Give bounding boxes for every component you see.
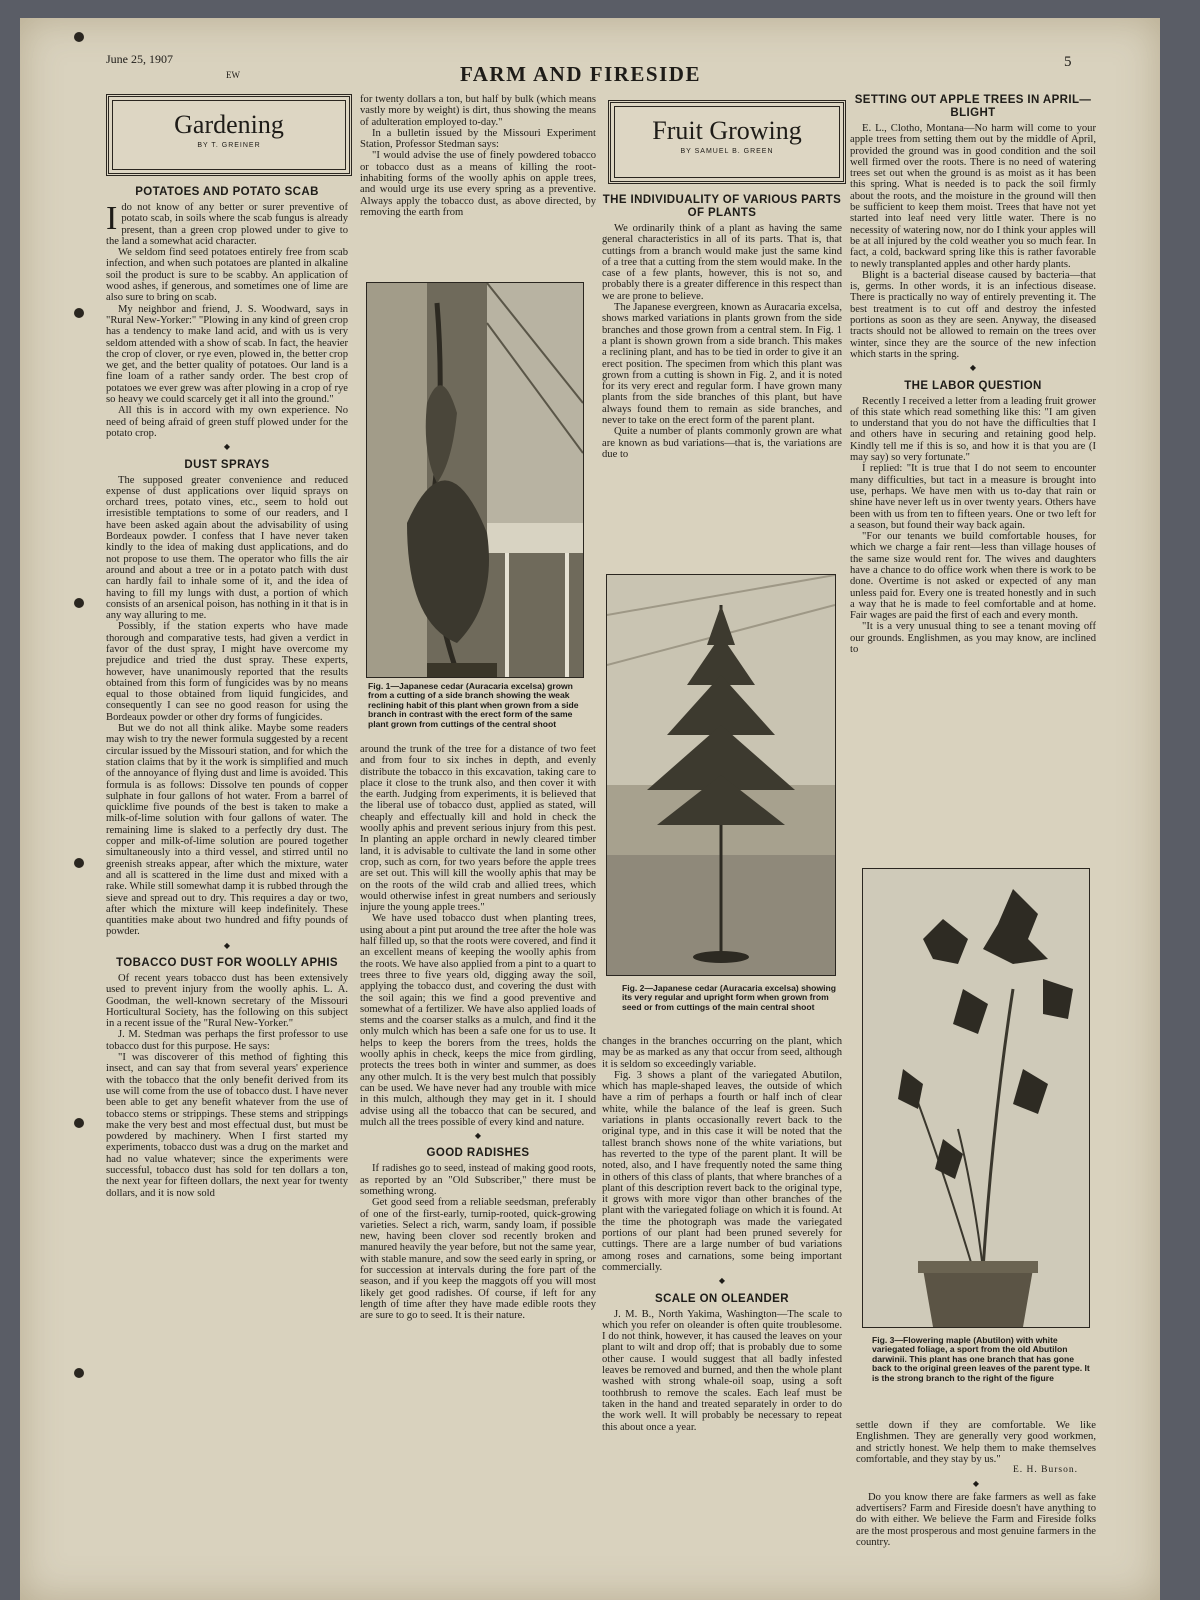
column-1 bbox=[106, 186, 348, 1598]
labor-paragraph: Recently I received a letter from a leading fruit grower of this state which read something like this: "I am given to understand that you do not have the difficulties that I and others have in securing and retaining good help. Kindly tell me if this is so, and how it is that you are (I may say) so very fortunate." bbox=[850, 395, 1096, 464]
section-ornament: ◆ bbox=[223, 442, 231, 452]
good-radishes-heading: GOOD RADISHES bbox=[426, 1147, 530, 1160]
individuality-paragraph: The Japanese evergreen, known as Auracaria excelsa, shows marked variations in plants grown from the side branches and those grown from a central stem. In Fig. 1 a plant is shown grown from a side branch. This makes a reclining plant, and has to be tied in order to give it an erect position. The specimen from which this plant was grown from a cutting is shown in Fig. 2, and it is noted for its very erect and regular form. I have grown many plants from the side branches of this plant, but have always found them to remain as side branches, and never to take on the erect form of the parent plant. bbox=[602, 302, 842, 427]
potatoes-heading: POTATOES AND POTATO SCAB bbox=[135, 186, 319, 198]
edition-mark: EW bbox=[226, 70, 240, 80]
abutilon-plant-illustration bbox=[863, 869, 1089, 1327]
tobacco-dust-heading: TOBACCO DUST FOR WOOLLY APHIS bbox=[116, 957, 338, 969]
oleander-paragraph: J. M. B., North Yakima, Washington—The scale to which you refer on oleander is often quite troublesome. I do not think, however, it has caused the leaves on your plant to wilt and drop off; that is probably due to some other cause. I would suggest that all badly infested leaves be removed and burned, and then the whole plant washed with strong whale-oil soap, using a soft toothbrush to remove the scales. Each leaf must be taken in the hand and treated separately in order to do the work well. It will probably be necessary to repeat this about once a year. bbox=[602, 1308, 842, 1433]
apple-trees-heading: SETTING OUT APPLE TREES IN APRIL—BLIGHT bbox=[854, 94, 1092, 119]
blight-paragraph: Blight is a bacterial disease caused by bacteria—that is, germs. In other words, it is an infectious disease. There is practically no way of entirely preventing it. The best treatment is to cut off and destroy the infested portions as soon as they are seen. Anyway, the diseased tracts should not be allowed to remain on the trees over winter, since they are the source of the new infection which starts in the spring. bbox=[850, 269, 1096, 360]
potatoes-paragraph: Ido not know of any better or surer preventive of potato scab, in soils where the scab fungus is already present, than a green crop plowed under to give to the land a somewhat acid character. bbox=[106, 200, 348, 247]
gardening-byline: BY T. GREINER bbox=[197, 142, 261, 149]
bud-variation-paragraph: changes in the branches occurring on the plant, which may be as marked as any that occur from seed, although it is seldom so exceedingly variable. bbox=[602, 1036, 842, 1070]
column-2-top bbox=[360, 94, 596, 282]
column-4-bottom bbox=[856, 1420, 1096, 1600]
fruit-growing-header-box bbox=[608, 100, 846, 184]
fruit-growing-byline: BY SAMUEL B. GREEN bbox=[680, 148, 774, 155]
radish-paragraph: If radishes go to seed, instead of making good roots, as reported by an "Old Subscriber," there must be something wrong. bbox=[360, 1163, 596, 1197]
fig1-caption: Fig. 1—Japanese cedar (Auracaria excelsa) grown from a cutting of a side branch showing the weak reclining habit of this plant when grown from a side branch in contrast with the erect form of the same plant grown from cuttings of the central shoot bbox=[368, 681, 579, 729]
section-ornament: ◆ bbox=[223, 940, 231, 950]
labor-paragraph: I replied: "It is true that I do not seem to encounter many difficulties, but tact in a measure is brought into use, perhaps. We have men with us to-day that rain or shine have never left us in over twenty years. Others have been with us from ten to fifteen years. One or two left for a season, but found their way back again. bbox=[850, 463, 1096, 531]
column-4-top bbox=[850, 94, 1096, 848]
author-signature: E. H. Burson. bbox=[1013, 1465, 1078, 1476]
labor-paragraph: "For our tenants we build comfortable houses, for which we charge a fair rent—less than village houses of the same size would rent for. The wives and daughters have a chance to do office work when there is work to be done. Overtime is not asked or expected of any man unless paid for. Every one is treated honestly and in such a way that he is made to feel comfortable and at home. Fair wages are paid the first of each and every month. bbox=[850, 531, 1096, 622]
abutilon-paragraph: Fig. 3 shows a plant of the variegated Abutilon, which has maple-shaped leaves, the outside of which have a rim of perhaps a fourth or half inch of clear white, while the balance of the leaf is green. Such variations in plants occasionally revert back to the original type, and in this case it will be noted that the tallest branch shows none of the white variations, but has reverted to the type of the parent plant. It will be noted, also, and I have frequently noted the same thing in others of this class of plants, that where branches of a plant of this description revert back to the original type, it grows with more vigor than other branches of the plant with the variegated foliage on which it is found. At the time the photograph was made the variegated portions of our plant had been pruned severely for cuttings. There are a large number of bud variations among roses and carnations, some being important commercially. bbox=[602, 1069, 842, 1273]
dust-paragraph: But we do not all think alike. Maybe some readers may wish to try the newer formula suggested by a recent circular issued by the Missouri station, and for which the station claims that by it the work is simplified and much of the annoyance of flying dust and lime is avoided. This formula is as follows: Dissolve ten pounds of copper sulphate in four gallons of hot water. From a barrel of quicklime five pounds of the best is taken to make a milk-of-lime solution with four gallons of water. The remaining lime is slaked to a perfectly dry dust. The copper and milk-of-lime solution are poured together simultaneously into a third vessel, and stirred until no greenish streaks appear, after which the mixture, water and all is scattered in the lime dust and mixed with a rake. While still somewhat damp it is rubbed through the sieve and spread out to dry. This requires a day or two, after which the mixture will keep indefinitely. These quantities make about two hundred and fifty pounds of powder. bbox=[106, 723, 348, 938]
bulletin-continued-paragraph: around the trunk of the tree for a distance of two feet and from four to six inches in depth, and evenly distribute the tobacco in this excavation, taking care to place it close to the trunk also, and then cover it with the earth. Judging from experiments, it is believed that the liberal use of tobacco dust, applied as stated, will cheaply and effectually kill and hold in check the woolly aphis and prevent serious injury from this pest. In planting an apple orchard in newly cleared timber land, it is advisable to cultivate the land in some other crop, such as corn, for two years before the apple trees are set out. This will kill the woolly aphis that may be on the roots of the wild crab and allied trees, which would otherwise infest in great numbers and seriously injure the young apple trees." bbox=[360, 744, 596, 914]
binding-hole bbox=[74, 598, 84, 608]
fig2-caption: Fig. 2—Japanese cedar (Auracaria excelsa) showing its very regular and upright form when grown from seed or from cuttings of the main central shoot bbox=[622, 983, 836, 1012]
dust-paragraph: The supposed greater convenience and reduced expense of dust applications over liquid sprays on orchard trees, potato vines, etc., seem to hold out irresistible temptations to some of our readers, and I have been asked again about the advisability of using Bordeaux powder. I confess that I have never taken kindly to the idea of making dust applications, and do not propose to use them. The operator who fills the air around and about a tree or in a potato patch with dust can hardly fail to inhale some of it, and the idea of having to fill my lungs with dust, a portion of which consists of an arsenical poison, has nothing in it that is in any way alluring to me. bbox=[106, 474, 348, 622]
scale-on-oleander-heading: SCALE ON OLEANDER bbox=[655, 1292, 789, 1305]
potatoes-paragraph: All this is in accord with my own experience. No need of being afraid of green stuff plowed under for the potato crop. bbox=[106, 405, 348, 439]
individuality-paragraph: We ordinarily think of a plant as having the same general characteristics in all of its parts. That is, that cuttings from a branch would make just the same kind of a tree that a cutting from the stem would make. In the case of a few plants, however, this is not so, and probably there is a greater difference in this respect than we are prone to believe. bbox=[602, 223, 842, 302]
cedar-plant-illustration bbox=[367, 283, 583, 677]
newspaper-page bbox=[20, 18, 1160, 1600]
section-ornament: ◆ bbox=[474, 1131, 482, 1141]
cedar-tree-illustration bbox=[607, 575, 835, 975]
tobacco-paragraph: "I was discoverer of this method of fighting this insect, and can say that from several years' experience with the tobacco that the only benefit derived from its use will come from the use of tobacco dust. I have never been able to get any benefit whatever from the use of tobacco stems or strippings. These stems and strippings make the very best and most effectual dust, but must be powdered by machinery. When I first started my experiments, tobacco dust was a drug on the market and had no value whatever; since the experiments were successful, tobacco dust has sold for ten dollars a ton, the next year for fifteen dollars, the next year for twenty dollars, and it is now sold bbox=[106, 1052, 348, 1199]
labor-paragraph: "It is a very unusual thing to see a tenant moving off our grounds. Englishmen, as you may know, are inclined to bbox=[850, 621, 1096, 656]
column-2-bottom bbox=[360, 744, 596, 1600]
gardening-header-box bbox=[106, 94, 352, 176]
dust-sprays-heading: DUST SPRAYS bbox=[184, 458, 270, 471]
fig3-photo bbox=[862, 868, 1090, 1328]
binding-hole bbox=[74, 308, 84, 318]
issue-date: June 25, 1907 bbox=[106, 52, 173, 66]
fake-farmers-paragraph: Do you know there are fake farmers as well as fake advertisers? Farm and Fireside doesn't have anything to do with either. We believe the Farm and Fireside folks are the most prosperous and most genuine farmers in the country. bbox=[856, 1491, 1096, 1548]
tobacco-paragraph: Of recent years tobacco dust has been extensively used to prevent injury from the woolly aphis. L. A. Goodman, the well-known secretary of the Missouri Horticultural Society, has the following on this subject in a recent issue of the "Rural New-Yorker." bbox=[106, 973, 348, 1030]
column-3-bottom bbox=[602, 1036, 842, 1600]
apple-paragraph: E. L., Clotho, Montana—No harm will come to your apple trees from setting them out by the middle of April, provided the ground was in good condition and the soil well firmed over the roots. There is no need of watering trees set out when the ground is as moist as it has been this spring. What is needed is to pack the soil firmly about the roots, and the moisture in the ground will then be sufficient to keep them moist. Trees that have not yet started into leaf need very little water. There is no necessity of watering now, nor do I think your apples will be at all injured by the cold weather you so much fear. In fact, a cold, backward spring like this is rather favorable to newly transplanted apples and other hardy plants. bbox=[850, 123, 1096, 270]
fig2-photo bbox=[606, 574, 836, 976]
drop-cap: I bbox=[106, 200, 118, 237]
binding-hole bbox=[74, 1118, 84, 1128]
fig3-caption: Fig. 3—Flowering maple (Abutilon) with white variegated foliage, a sport from the old Abutilon darwinii. This plant has one branch that has gone back to the original green leaves of the parent type. It is the strong branch to the right of the figure bbox=[872, 1335, 1090, 1383]
radish-paragraph: Get good seed from a reliable seedsman, preferably of one of the first-early, turnip-rooted, quick-growing varieties. Select a rich, warm, sandy loam, if possible new, having been clover sod recently broken and manured heavily the year before, but not the same year, with stable manure, and sow the seed early in spring, or for succession at intervals during the fore part of the season, and if you keep the maggots off you will most likely get good radishes. Of course, if left for any length of time after they have made edible roots they are sure to go to seed. It is their nature. bbox=[360, 1197, 596, 1322]
labor-continued-paragraph: settle down if they are comfortable. We like Englishmen. They are generally very good workmen, and strictly honest. We help them to make themselves comfortable, and they stay by us." bbox=[856, 1420, 1096, 1465]
section-ornament: ◆ bbox=[972, 1479, 980, 1489]
page-number: 5 bbox=[1064, 54, 1072, 70]
binding-hole bbox=[74, 1368, 84, 1378]
binding-hole bbox=[74, 32, 84, 42]
individuality-heading: THE INDIVIDUALITY OF VARIOUS PARTS OF PLANTS bbox=[602, 194, 842, 219]
tobacco-use-paragraph: We have used tobacco dust when planting trees, using about a pint put around the tree after the hole was half filled up, so that the roots were covered, and find it an excellent means of keeping the woolly aphis from the roots. We have also applied from a pint to a quart to trees three to five years old, digging away the soil, applying the tobacco dust, and covering the dust with the soil again; this we find a good preventive and somewhat of a fertilizer. We have also applied loads of stems and the coarser stalks as a mulch, and find it the only mulch which has been a safe one for us to use. It helps to keep the borers from the trees, holds the woolly aphis in check, keeps the mice from girdling, protects the trees both in winter and summer, as does any other mulch. It is the very best mulch that possibly can be used. We have never had any trouble with mice in this mulch, although they may get in it. I should advise using all the tobacco that can be secured, and mulch all the trees possible of every kind and nature. bbox=[360, 913, 596, 1128]
section-ornament: ◆ bbox=[969, 363, 977, 373]
labor-question-heading: THE LABOR QUESTION bbox=[904, 379, 1042, 392]
bulletin-paragraph: In a bulletin issued by the Missouri Experiment Station, Professor Stedman says: bbox=[360, 127, 596, 151]
section-ornament: ◆ bbox=[718, 1276, 726, 1286]
potatoes-paragraph: My neighbor and friend, J. S. Woodward, says in "Rural New-Yorker:" "Plowing in any kind of green crop has a tendency to make land acid, and with us is very seldom attended with a show of scab. In fact, the heavier the crop of clover, or rye even, plowed in, the better crop we get, and the better quality of potatoes. Our land is a fine loam of a rather sandy order. The best crop of potatoes we ever grew was after plowing in a crop of rye so heavy we could scarcely get it all into the ground." bbox=[106, 303, 348, 406]
fig1-photo bbox=[366, 282, 584, 678]
individuality-paragraph: Quite a number of plants commonly grown are what are known as bud variations—that is, the variations are due to bbox=[602, 426, 842, 460]
newspaper-title: FARM AND FIRESIDE bbox=[460, 62, 701, 86]
dust-paragraph: Possibly, if the station experts who have made thorough and comparative tests, had given a verdict in favor of the dust spray, I might have overcome my prejudice and tried the dust spray. These experts, however, have unanimously reported that the results obtained from this form of fungicides was by no means equal to those obtained from liquid fungicides, and consequently I can see no good reason for using the Bordeaux powder or other dry forms of fungicides. bbox=[106, 621, 348, 723]
potatoes-paragraph: We seldom find seed potatoes entirely free from scab infection, and when such potatoes are planted in alkaline soil the product is sure to be scabby. An application of wood ashes, if generous, and sometimes one of lime are also sure to bring on scab. bbox=[106, 247, 348, 304]
fruit-growing-title: Fruit Growing bbox=[652, 116, 802, 145]
tobacco-paragraph: J. M. Stedman was perhaps the first professor to use tobacco dust for this purpose. He says: bbox=[106, 1029, 348, 1052]
tobacco-continued-paragraph: for twenty dollars a ton, but half by bulk (which means vastly more by weight) is dirt, thus showing the means of adulteration employed to-day." bbox=[360, 94, 596, 128]
column-3-top bbox=[602, 194, 842, 568]
bulletin-quote-paragraph: "I would advise the use of finely powdered tobacco or tobacco dust as a means of killing the root-inhabiting forms of the woolly aphis on apple trees, and would urge its use every spring as a preventive. Always apply the tobacco dust, as above directed, by removing the earth from bbox=[360, 150, 596, 218]
gardening-title: Gardening bbox=[174, 110, 284, 139]
binding-hole bbox=[74, 858, 84, 868]
